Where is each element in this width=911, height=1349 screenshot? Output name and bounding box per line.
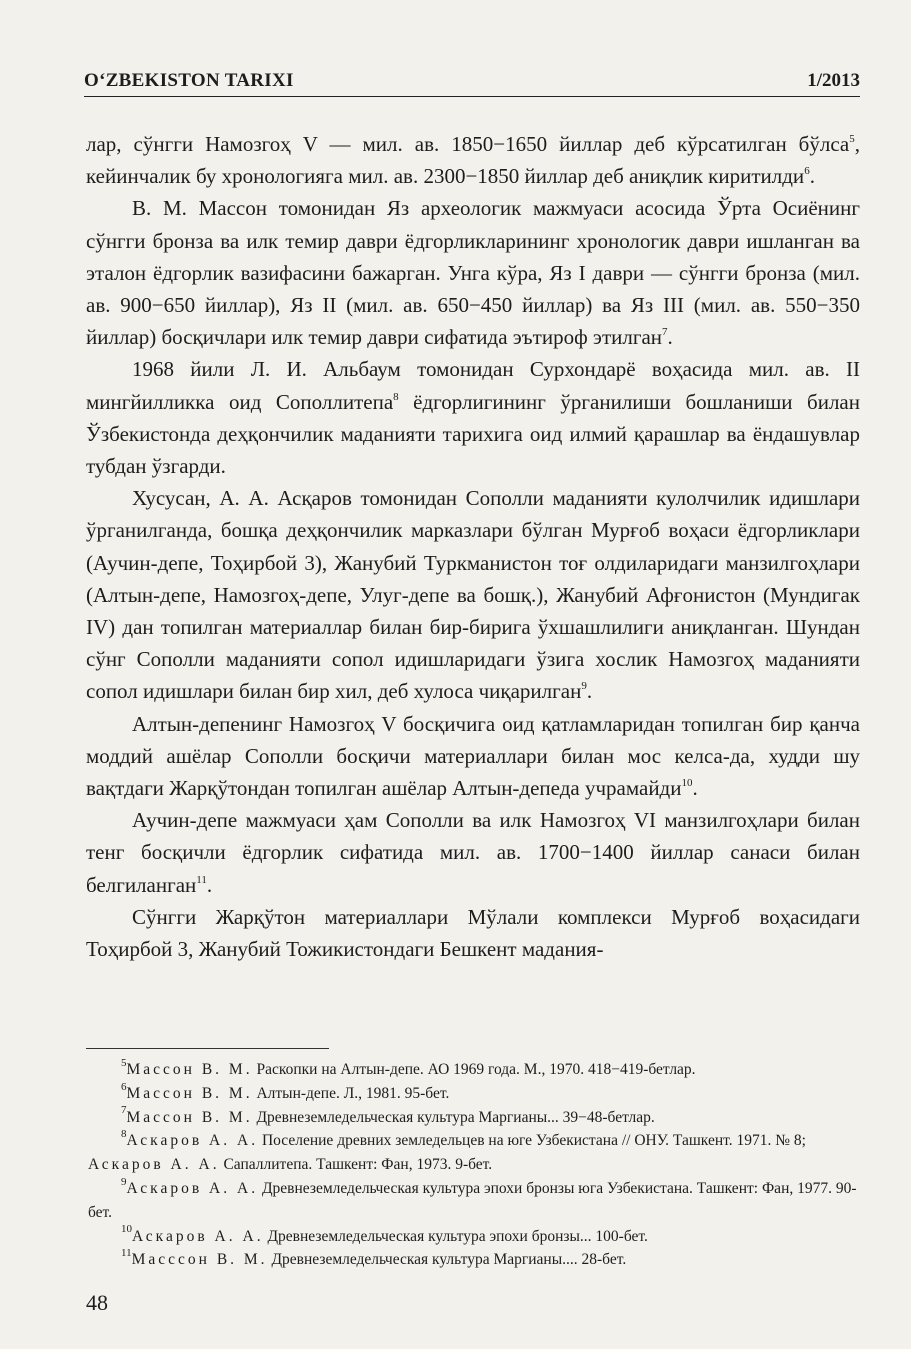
footnote: $^9$Аскаров А. А. Древнеземледельческая культура эпохи бронзы юга Узбекистана. Ташкент: Фан, 1977. 90-бет. bbox=[88, 1175, 857, 1221]
body-text bbox=[86, 128, 860, 965]
footnote-ref[interactable]: 8 bbox=[393, 390, 399, 403]
footnote-author: Массон В. М. bbox=[126, 1108, 253, 1126]
footnote-author: Аскаров А. А. bbox=[126, 1179, 259, 1197]
footnote-author: Аскаров А. А. bbox=[126, 1132, 259, 1150]
paragraph: 1968 йили Л. И. Альбаум томонидан Сурхондарё воҳасида мил. ав. II мингйилликка оид Сополлитепа$^8$ ёдгорлигининг ўрганилиши бошланиши билан Ўзбекистонда деҳқончилик маданияти тарихига оид илмий қарашлар ва ёндашувлар тубдан ўзгарди. bbox=[86, 357, 860, 479]
running-header bbox=[84, 66, 860, 97]
paragraph: Сўнгги Жарқўтон материаллари Мўлали комплекси Мурғоб воҳасидаги Тоҳирбой 3, Жанубий Тожикистондаги Бешкент мадания- bbox=[86, 904, 860, 962]
paragraph: лар, сўнгги Намозгоҳ V — мил. ав. 1850−1650 йиллар деб кўрсатилган бўлса$^5$, кейинчалик бу хронологияга мил. ав. 2300−1850 йиллар деб аниқлик киритилди$^6$. bbox=[86, 132, 860, 189]
footnote: $^{10}$Аскаров А. А. Древнеземледельческая культура эпохи бронзы... 100-бет. bbox=[121, 1223, 648, 1245]
footnote-author: Аскаров А. А. bbox=[132, 1227, 264, 1245]
footnote: $^7$Массон В. М. Древнеземледельческая культура Маргианы... 39−48-бетлар. bbox=[121, 1104, 655, 1126]
issue-number: 1/2013 bbox=[801, 70, 860, 92]
paragraph: Хусусан, А. А. Асқаров томонидан Сополли маданияти кулолчилик идишлари ўрганилганда, бошқа деҳқончилик марказлари бўлган Мурғоб воҳаси ёдгорликлари (Аучин-депе, Тоҳирбой 3), Жанубий Туркманистон тоғ олдиларидаги манзилгоҳлари (Алтын-депе, Намозгоҳ-депе, Улуг-депе ва бошқ.), Жанубий Афғонистон (Мундигак IV) дан топилган материаллар билан бир-бирига ўхшашлилиги аниқланган. Шундан сўнг Сополли маданияти сопол идишларидаги ўзига хослик Намозгоҳ маданияти сопол идишлари билан бир хил, деб хулоса чиқарилган$^9$. bbox=[86, 486, 860, 704]
journal-title: O‘ZBEKISTON TARIXI bbox=[84, 70, 300, 92]
footnote-separator bbox=[86, 1048, 329, 1049]
footnote-ref[interactable]: 9 bbox=[581, 680, 587, 693]
footnote-ref[interactable]: 5 bbox=[849, 133, 855, 145]
footnote-author: Масссон В. М. bbox=[131, 1251, 268, 1269]
footnote: $^5$Массон В. М. Раскопки на Алтын-депе. АО 1969 года. М., 1970. 418−419-бетлар. bbox=[121, 1056, 696, 1078]
footnote: $^{11}$Масссон В. М. Древнеземледельческая культура Маргианы.... 28-бет. bbox=[121, 1247, 627, 1269]
page-number: 48 bbox=[86, 1290, 108, 1315]
footnote-author: Массон В. М. bbox=[126, 1084, 253, 1102]
paragraph: В. М. Массон томонидан Яз археологик мажмуаси асосида Ўрта Осиёнинг сўнгги бронза ва илк темир даври ёдгорликларининг хронологик даври ишланган ва эталон ёдгорлик вазифасини бажарган. Унга кўра, Яз I даври — сўнгги бронза (мил. ав. 900−650 йиллар), Яз II (мил. ав. 650−450 йиллар) ва Яз III (мил. ав. 550−350 йиллар) босқичлари илк темир даври сифатида эътироф этилган$^7$. bbox=[86, 196, 860, 350]
footnote-ref[interactable]: 7 bbox=[662, 326, 668, 339]
paragraph: Алтын-депенинг Намозгоҳ V босқичига оид қатламларидан топилган бир қанча моддий ашёлар Сополли босқичи материаллари билан мос келса-да, худди шу вақтдаги Жарқўтондан топилган ашёлар Алтын-депеда учрамайди$^{10}$. bbox=[86, 711, 860, 801]
footnote-author: Массон В. М. bbox=[126, 1061, 253, 1078]
footnotes bbox=[88, 1058, 860, 1272]
footnote: $^6$Массон В. М. Алтын-депе. Л., 1981. 95-бет. bbox=[121, 1080, 450, 1102]
paragraph: Аучин-депе мажмуаси ҳам Сополли ва илк Намозгоҳ VI манзилгоҳлари билан тенг босқичли ёдгорлик сифатида мил. ав. 1700−1400 йиллар санаси билан белгиланган$^{11}$. bbox=[86, 808, 860, 897]
footnote: $^8$Аскаров А. А. Поселение древних земледельцев на юге Узбекистана // ОНУ. Ташкент. 1971. № 8; Аскаров А. А. Сапаллитепа. Ташкент: Фан, 1973. 9-бет. bbox=[88, 1128, 806, 1174]
footnote-author: Аскаров А. А. bbox=[88, 1156, 220, 1174]
footnote-ref[interactable]: 11 bbox=[196, 873, 207, 886]
footnote-ref[interactable]: 6 bbox=[804, 165, 810, 178]
footnote-ref[interactable]: 10 bbox=[681, 777, 693, 790]
